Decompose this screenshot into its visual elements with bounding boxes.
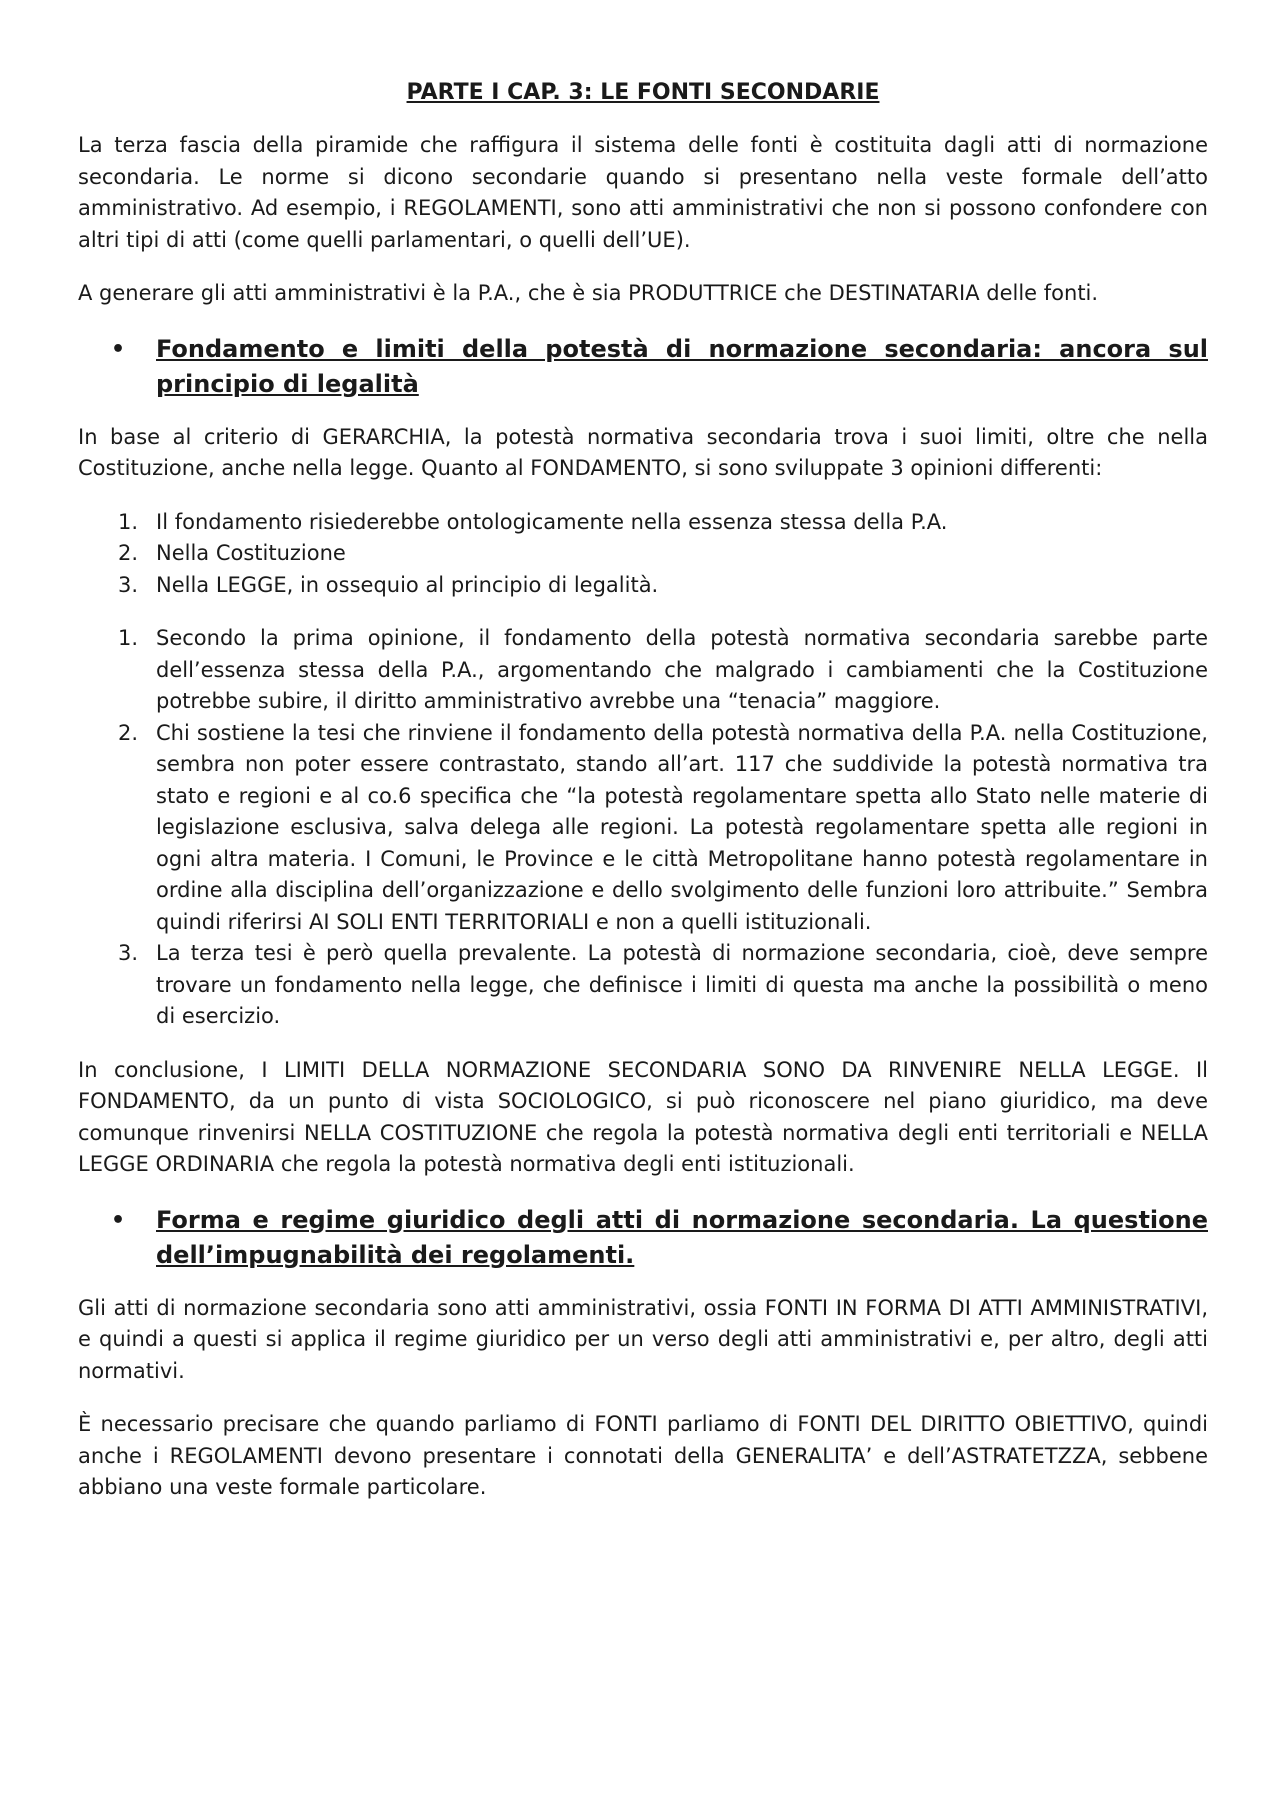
list-text: Chi sostiene la tesi che rinviene il fondamento della potestà normativa della P.A. nella Costituzione, sembra non poter essere contrastato, stando all’art. 117 che suddivide la potestà normativa tra stato e regioni e al co.6 specifica che “la potestà regolamentare spetta allo Stato nelle materie di legislazione esclusiva, salva delega alle regioni. La potestà regolamentare spetta alle regioni in ogni altra materia. I Comuni, le Province e le città Metropolitane hanno potestà regolamentare in ordine alla disciplina dell’organizzazione e dello svolgimento delle funzioni loro attribuite.” Sembra quindi riferirsi AI SOLI ENTI TERRITORIALI e non a quelli istituzionali. — [156, 720, 1208, 934]
section-heading-forma — [78, 1203, 1208, 1273]
page-title: PARTE I CAP. 3: LE FONTI SECONDARIE — [406, 80, 880, 105]
details-list — [78, 623, 1208, 1033]
bullet-icon: • — [111, 1207, 126, 1233]
list-text: Secondo la prima opinione, il fondamento della potestà normativa secondaria sarebbe parte dell’essenza stessa della P.A., argomentando che malgrado i cambiamenti che la Costituzione potrebbe subire, il diritto amministrativo avrebbe una “tenacia” maggiore. — [156, 626, 1208, 713]
list-text: Nella LEGGE, in ossequio al principio di legalità. — [156, 572, 659, 597]
list-number: 1. — [118, 509, 139, 534]
list-text: La terza tesi è però quella prevalente. La potestà di normazione secondaria, cioè, deve sempre trovare un fondamento nella legge, che definisce i limiti di questa ma anche la possibilità o meno di esercizio. — [156, 941, 1208, 1028]
list-number: 3. — [118, 941, 139, 965]
bullet-icon: • — [111, 336, 126, 362]
document-page — [78, 78, 1208, 1526]
list-item — [78, 938, 1208, 1033]
intro-paragraph: A generare gli atti amministrativi è la P.A., che è sia PRODUTTRICE che DESTINATARIA delle fonti. — [78, 281, 1099, 305]
list-item — [78, 507, 1208, 539]
list-item — [78, 538, 1208, 570]
section-paragraph: In base al criterio di GERARCHIA, la potestà normativa secondaria trova i suoi limiti, oltre che nella Costituzione, anche nella legge. Quanto al FONDAMENTO, si sono sviluppate 3 opinioni differenti: — [78, 424, 1208, 480]
list-number: 2. — [118, 541, 139, 565]
opinions-list — [78, 507, 1208, 602]
section-heading-text: Fondamento e limiti della potestà di normazione secondaria: ancora sul principio di legalità — [156, 334, 1208, 398]
section-heading-text: Forma e regime giuridico degli atti di normazione secondaria. La questione dell’impugnabilità dei regolamenti. — [156, 1205, 1208, 1269]
list-number: 1. — [118, 626, 139, 650]
section-paragraph: Gli atti di normazione secondaria sono atti amministrativi, ossia FONTI IN FORMA DI ATTI AMMINISTRATIVI, e quindi a questi si applica il regime giuridico per un verso degli atti amministrativi e, per altro, degli atti normativi. — [78, 1295, 1208, 1383]
list-number: 2. — [118, 720, 139, 745]
section-paragraph: È necessario precisare che quando parliamo di FONTI parliamo di FONTI DEL DIRITTO OBIETTIVO, quindi anche i REGOLAMENTI devono presentare i connotati della GENERALITA’ e dell’ASTRATETZZA, sebbene abbiano una veste formale particolare. — [78, 1412, 1208, 1499]
list-text: Il fondamento risiederebbe ontologicamente nella essenza stessa della P.A. — [156, 509, 948, 534]
list-item — [78, 623, 1208, 718]
intro-paragraph: La terza fascia della piramide che raffigura il sistema delle fonti è costituita dagli atti di normazione secondaria. Le norme si dicono secondarie quando si presentano nella veste formale dell’atto amministrativo. Ad esempio, i REGOLAMENTI, sono atti amministrativi che non si possono confondere con altri tipi di atti (come quelli parlamentari, o quelli dell’UE). — [78, 133, 1208, 252]
section-heading-fondamento — [78, 332, 1208, 402]
conclusion-paragraph: In conclusione, I LIMITI DELLA NORMAZIONE SECONDARIA SONO DA RINVENIRE NELLA LEGGE. Il FONDAMENTO, da un punto di vista SOCIOLOGICO, si può riconoscere nel piano giuridico, ma deve comunque rinvenirsi NELLA COSTITUZIONE che regola la potestà normativa degli enti territoriali e NELLA LEGGE ORDINARIA che regola la potestà normativa degli enti istituzionali. — [78, 1057, 1208, 1176]
list-item — [78, 718, 1208, 939]
list-text: Nella Costituzione — [156, 541, 346, 565]
list-item — [78, 570, 1208, 602]
list-number: 3. — [118, 572, 139, 597]
